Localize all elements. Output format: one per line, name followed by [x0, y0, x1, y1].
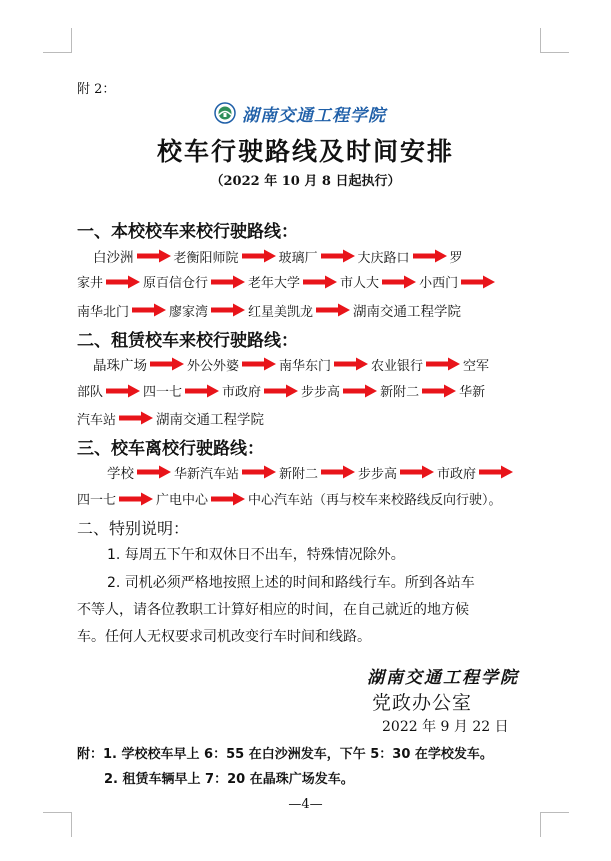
arrow-right-icon: [149, 357, 185, 371]
route-stop: 玻璃厂: [278, 250, 318, 266]
arrow-right-icon: [421, 384, 457, 398]
signature-office: 党政办公室: [372, 692, 473, 714]
route-line: [107, 462, 516, 482]
arrow-right-icon: [399, 465, 435, 479]
route-stop: 大庆路口: [357, 250, 410, 266]
arrow-right-icon: [342, 384, 378, 398]
arrow-right-icon: [315, 303, 351, 317]
footnote: 2. 租赁车辆早上 7：20 在晶珠广场发车。: [104, 772, 354, 787]
route-stop: 市人大: [340, 276, 380, 291]
route-stop: 汽车站: [77, 412, 117, 428]
arrow-right-icon: [184, 384, 220, 398]
arrow-right-icon: [320, 465, 356, 479]
special-item: 车。任何人无权要求司机改变行车时间和线路。: [77, 629, 371, 645]
route-stop: 步步高: [358, 466, 398, 482]
route-stop: 中心汽车站（再与校车来校路线反向行驶）。: [248, 493, 502, 508]
route-line: [93, 246, 463, 266]
route-stop: 华新: [459, 385, 486, 400]
arrow-right-icon: [263, 384, 299, 398]
arrow-right-icon: [460, 275, 496, 289]
arrow-right-icon: [241, 249, 277, 263]
crop-mark: [540, 28, 569, 53]
special-item: 1. 每周五下午和双休日不出车，特殊情况除外。: [107, 547, 405, 563]
crop-mark: [43, 812, 72, 837]
route-line: [77, 489, 502, 508]
page-subtitle: （2022 年 10 月 8 日起执行）: [210, 174, 401, 189]
route-stop: 华新汽车站: [174, 466, 240, 482]
signature-org: 湖南交通工程学院: [367, 668, 519, 688]
route-stop: 小西门: [419, 276, 459, 291]
route-line: [77, 300, 461, 320]
route-stop: 农业银行: [371, 358, 424, 374]
arrow-right-icon: [105, 384, 141, 398]
arrow-right-icon: [136, 249, 172, 263]
route-stop: 步步高: [301, 385, 341, 400]
route-stop: 部队: [77, 385, 104, 400]
school-logo: [214, 100, 386, 126]
route-line: [77, 381, 485, 400]
footnote: 附：1. 学校校车早上 6：55 在白沙洲发车，下午 5：30 在学校发车。: [77, 747, 493, 762]
crop-mark: [540, 812, 569, 837]
route-stop: 市政府: [437, 466, 477, 482]
attachment-label: 附 2：: [77, 82, 116, 97]
route-stop: 外公外婆: [187, 358, 240, 374]
route-stop: 老年大学: [248, 276, 301, 291]
arrow-right-icon: [105, 275, 141, 289]
section-heading: 三、校车离校行驶路线：: [77, 439, 264, 459]
arrow-right-icon: [210, 275, 246, 289]
arrow-right-icon: [118, 492, 154, 506]
route-stop: 南华东门: [279, 358, 332, 374]
route-stop: 新附二: [380, 385, 420, 400]
arrow-right-icon: [136, 465, 172, 479]
arrow-right-icon: [131, 303, 167, 317]
route-stop: 家井: [77, 276, 104, 291]
arrow-right-icon: [302, 275, 338, 289]
page-title: 校车行驶路线及时间安排: [156, 137, 454, 166]
route-stop: 新附二: [279, 466, 319, 482]
arrow-right-icon: [210, 492, 246, 506]
special-item: 不等人，请各位教职工计算好相应的时间，在自己就近的地方候: [77, 602, 469, 618]
route-stop: 湖南交通工程学院: [353, 304, 462, 320]
route-stop: 白沙洲: [93, 250, 134, 266]
route-stop: 原百信仓行: [143, 276, 209, 291]
route-stop: 罗: [449, 250, 463, 266]
route-line: [93, 354, 489, 374]
route-stop: 广电中心: [156, 493, 209, 508]
section-heading: 二、特别说明：: [77, 519, 190, 538]
arrow-right-icon: [241, 465, 277, 479]
arrow-right-icon: [118, 411, 154, 425]
route-stop: 红星美凯龙: [248, 304, 314, 320]
section-heading: 二、租赁校车来校行驶路线：: [77, 331, 298, 351]
route-stop: 四一七: [77, 493, 117, 508]
emblem-icon: [214, 102, 236, 124]
route-line: [77, 272, 498, 291]
route-stop: 湖南交通工程学院: [156, 412, 265, 428]
route-stop: 晶珠广场: [93, 358, 147, 374]
route-stop: 学校: [107, 466, 134, 482]
route-stop: 南华北门: [77, 304, 130, 320]
arrow-right-icon: [241, 357, 277, 371]
arrow-right-icon: [381, 275, 417, 289]
page-number: —4—: [288, 797, 323, 812]
arrow-right-icon: [320, 249, 356, 263]
arrow-right-icon: [210, 303, 246, 317]
signature-date: 2022 年 9 月 22 日: [382, 719, 509, 735]
section-heading: 一、本校校车来校行驶路线：: [77, 222, 298, 242]
logo-text: 湖南交通工程学院: [242, 105, 386, 126]
arrow-right-icon: [333, 357, 369, 371]
arrow-right-icon: [412, 249, 448, 263]
arrow-right-icon: [478, 465, 514, 479]
route-stop: 四一七: [143, 385, 183, 400]
special-item: 2. 司机必须严格地按照上述的时间和路线行车。所到各站车: [107, 575, 475, 591]
arrow-right-icon: [425, 357, 461, 371]
route-line: [77, 408, 264, 428]
crop-mark: [43, 28, 72, 53]
route-stop: 廖家湾: [169, 304, 209, 320]
route-stop: 市政府: [222, 385, 262, 400]
route-stop: 空军: [463, 358, 490, 374]
route-stop: 老衡阳师院: [173, 250, 239, 266]
